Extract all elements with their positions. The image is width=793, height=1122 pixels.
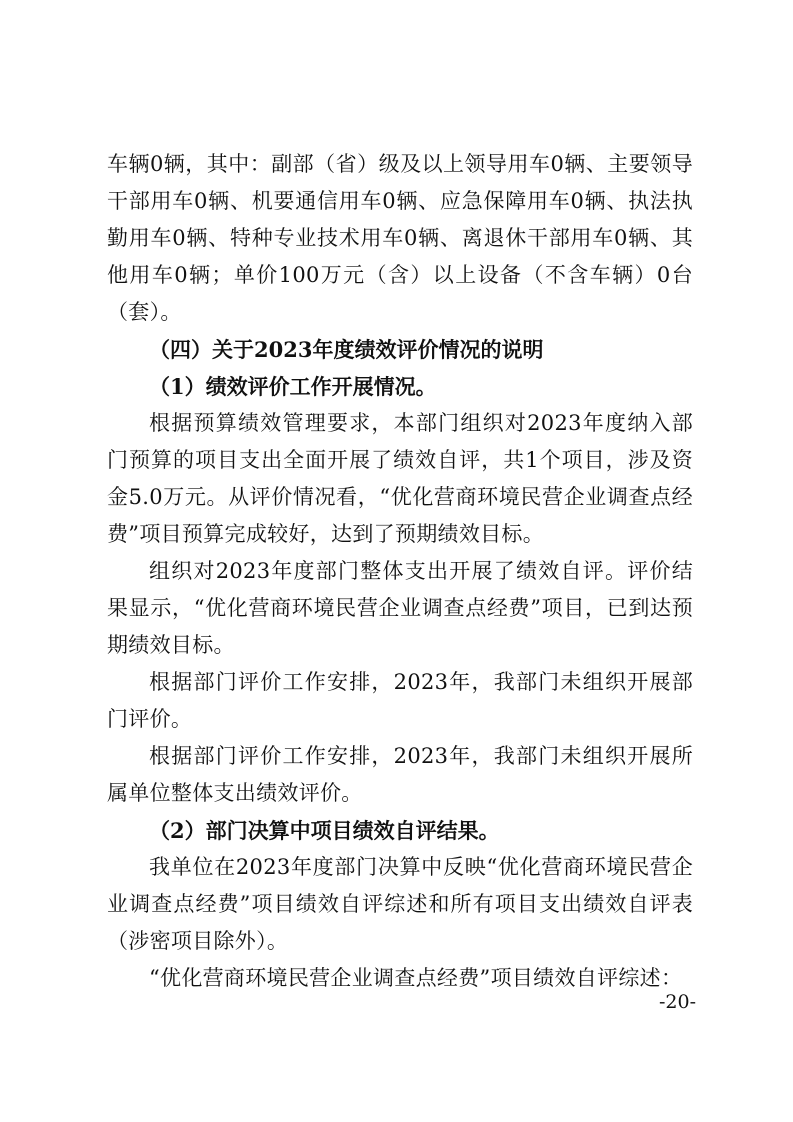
paragraph-department-evaluation: 根据部门评价工作安排，2023年，我部门未组织开展部门评价。	[107, 670, 693, 731]
paragraph-summary-intro: “优化营商环境民营企业调查点经费”项目绩效自评综述：	[149, 966, 683, 990]
paragraph-final-accounts: 我单位在2023年度部门决算中反映“优化营商环境民营企业调查点经费”项目绩效自评综述和所有项目支出绩效自评表（涉密项目除外）。	[107, 855, 693, 953]
paragraph-project-self-evaluation: 根据预算绩效管理要求，本部门组织对2023年度纳入部门预算的项目支出全面开展了绩效自评，共1个项目，涉及资金5.0万元。从评价情况看，“优化营商环境民营企业调查点经费”项目预算完成较好，达到了预期绩效目标。	[107, 411, 693, 546]
paragraph-unit-evaluation: 根据部门评价工作安排，2023年，我部门未组织开展所属单位整体支出绩效评价。	[107, 744, 693, 805]
subheading-evaluation-work: （1）绩效评价工作开展情况。	[149, 374, 437, 399]
page-number: -20-	[658, 991, 696, 1013]
paragraph-overall-expenditure-evaluation: 组织对2023年度部门整体支出开展了绩效自评。评价结果显示，“优化营商环境民营企业调查点经费”项目，已到达预期绩效目标。	[107, 559, 693, 657]
subheading-self-evaluation-results: （2）部门决算中项目绩效自评结果。	[149, 818, 500, 843]
document-body	[107, 146, 693, 997]
paragraph-vehicles-equipment: 车辆0辆，其中：副部（省）级及以上领导用车0辆、主要领导干部用车0辆、机要通信用车0辆、应急保障用车0辆、执法执勤用车0辆、特种专业技术用车0辆、离退休干部用车0辆、其他用车0辆；单价100万元（含）以上设备（不含车辆）0台（套）。	[107, 152, 693, 324]
section-heading-performance-evaluation: （四）关于2023年度绩效评价情况的说明	[149, 337, 544, 362]
